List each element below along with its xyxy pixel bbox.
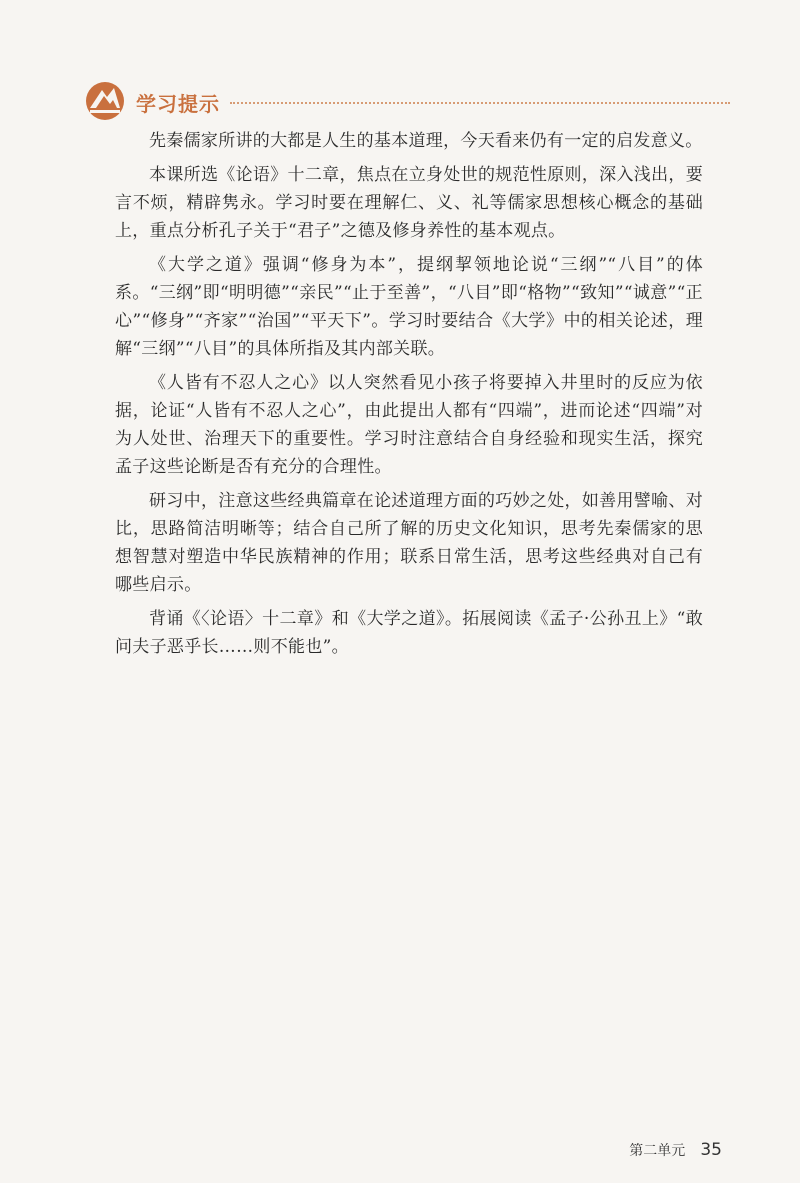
section-title: 学习提示	[136, 92, 220, 116]
learning-tips-icon	[84, 80, 126, 122]
header-dotted-rule	[230, 102, 730, 104]
tips-paragraph: 研习中，注意这些经典篇章在论述道理方面的巧妙之处，如善用譬喻、对比，思路简洁明晰等；结合自己所了解的历史文化知识，思考先秦儒家的思想智慧对塑造中华民族精神的作用；联系日常生活，思考这些经典对自己有哪些启示。	[115, 491, 703, 595]
tips-paragraph: 本课所选《论语》十二章，焦点在立身处世的规范性原则，深入浅出，要言不烦，精辟隽永。学习时要在理解仁、义、礼等儒家思想核心概念的基础上，重点分析孔子关于“君子”之德及修身养性的基本观点。	[115, 165, 703, 241]
tips-paragraph: 背诵《〈论语〉十二章》和《大学之道》。拓展阅读《孟子·公孙丑上》“敢问夫子恶乎长……则不能也”。	[115, 609, 703, 657]
page-number: 35	[700, 1140, 722, 1160]
tips-paragraph: 《大学之道》强调“修身为本”，提纲挈领地论说“三纲”“八目”的体系。“三纲”即“明明德”“亲民”“止于至善”，“八目”即“格物”“致知”“诚意”“正心”“修身”“齐家”“治国”“平天下”。学习时要结合《大学》中的相关论述，理解“三纲”“八目”的具体所指及其内部关联。	[115, 255, 703, 359]
section-header	[84, 80, 730, 124]
tips-paragraph: 《人皆有不忍人之心》以人突然看见小孩子将要掉入井里时的反应为依据，论证“人皆有不忍人之心”，由此提出人都有“四端”，进而论述“四端”对为人处世、治理天下的重要性。学习时注意结合自身经验和现实生活，探究孟子这些论断是否有充分的合理性。	[115, 373, 703, 477]
tips-paragraph: 先秦儒家所讲的大都是人生的基本道理，今天看来仍有一定的启发意义。	[149, 131, 703, 151]
unit-label: 第二单元	[629, 1143, 686, 1159]
tips-body	[115, 127, 703, 667]
page-footer	[629, 1140, 722, 1160]
